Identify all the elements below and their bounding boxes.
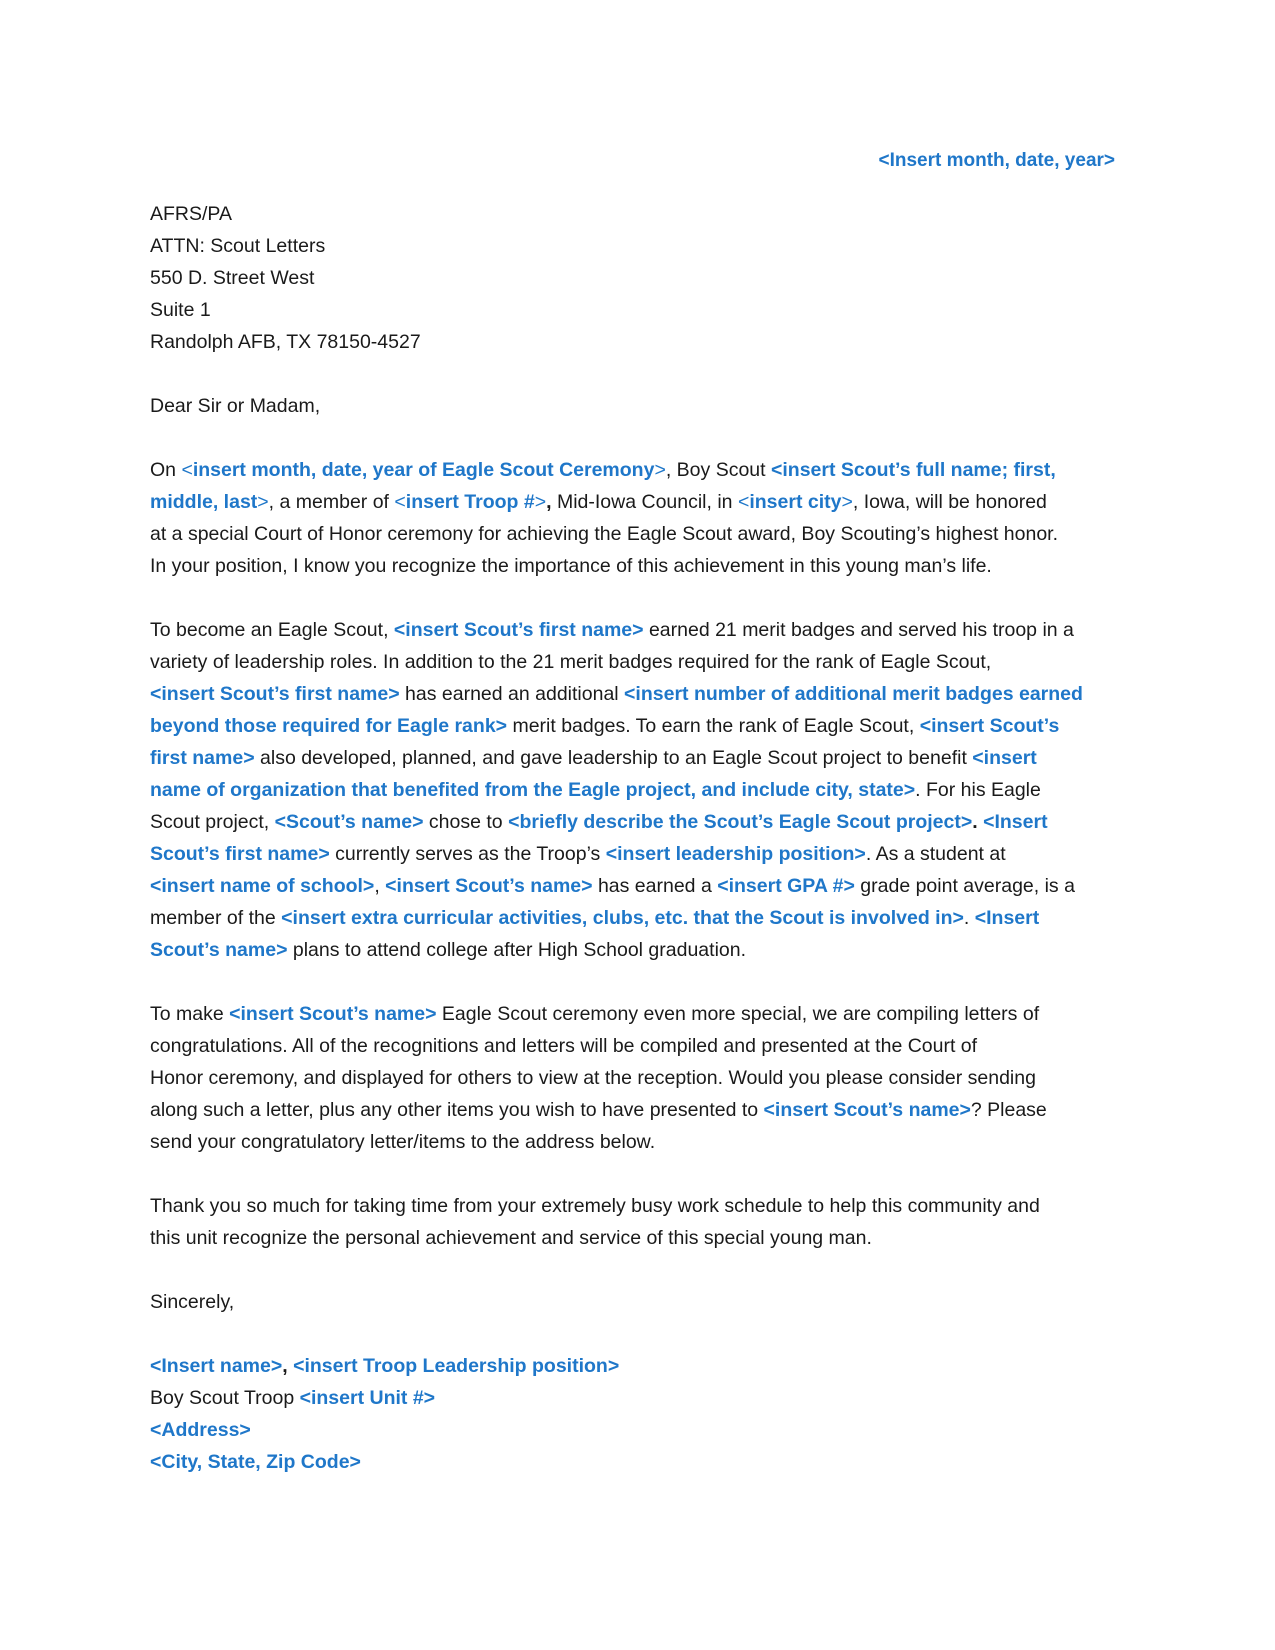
text: merit badges. To earn the rank of Eagle Scout, <box>507 715 920 737</box>
placeholder-full-name: <insert Scout’s full name; first, <box>770 459 1056 481</box>
placeholder-full-name: middle, last <box>150 491 258 513</box>
recipient-address <box>150 198 1135 358</box>
text: , <box>282 1355 288 1377</box>
signature-line <box>150 1382 1135 1414</box>
placeholder-scout-name: <Insert <box>974 907 1040 929</box>
text: . <box>963 907 975 929</box>
paragraph-line: send your congratulatory letter/items to the address below. <box>150 1131 656 1153</box>
paragraph-line <box>150 678 1135 710</box>
placeholder-bracket: < <box>181 459 193 481</box>
placeholder-merit-badges: beyond those required for Eagle rank> <box>150 715 508 737</box>
text: plans to attend college after High School graduation. <box>287 939 747 961</box>
placeholder-scout-name: <insert Scout’s name> <box>229 1003 437 1025</box>
placeholder-sender-name: <Insert name> <box>150 1355 283 1377</box>
text: To become an Eagle Scout, <box>150 619 394 641</box>
closing: Sincerely, <box>150 1291 235 1313</box>
placeholder-project-description: <briefly describe the Scout’s Eagle Scout project> <box>508 811 973 833</box>
paragraph-line: this unit recognize the personal achievement and service of this special young man. <box>150 1227 872 1249</box>
text: also developed, planned, and gave leadership to an Eagle Scout project to benefit <box>254 747 973 769</box>
address-line: AFRS/PA <box>150 203 232 225</box>
placeholder-troop: insert Troop # <box>405 491 535 513</box>
text: Eagle Scout ceremony even more special, we are compiling letters of <box>436 1003 1040 1025</box>
text: Boy Scout Troop <box>150 1387 300 1409</box>
placeholder-activities: <insert extra curricular activities, clubs, etc. that the Scout is involved in> <box>281 907 964 929</box>
text: ? Please <box>970 1099 1047 1121</box>
paragraph-line <box>150 1094 1135 1126</box>
text: , <box>374 875 386 897</box>
placeholder-bracket: > <box>534 491 547 513</box>
paragraph-line <box>150 710 1135 742</box>
paragraph-2 <box>150 614 1135 966</box>
paragraph-line <box>150 838 1135 870</box>
paragraph-line: variety of leadership roles. In addition to the 21 merit badges required for the rank of Eagle Scout, <box>150 651 992 673</box>
placeholder-gpa: <insert GPA #> <box>717 875 855 897</box>
placeholder-first-name: Scout’s first name> <box>150 843 330 865</box>
text: On <box>150 459 182 481</box>
placeholder-school: <insert name of school> <box>150 875 375 897</box>
placeholder-scout-name: <insert Scout’s name> <box>385 875 593 897</box>
placeholder-bracket: > <box>654 459 666 481</box>
signature-block <box>150 1350 1135 1478</box>
text: earned 21 merit badges and served his troop in a <box>643 619 1074 641</box>
salutation: Dear Sir or Madam, <box>150 395 321 417</box>
placeholder-first-name: <insert Scout’s first name> <box>393 619 644 641</box>
text: Mid-Iowa Council, in <box>551 491 738 513</box>
placeholder-first-name: <Insert <box>983 811 1048 833</box>
text: . <box>972 811 978 833</box>
text: currently serves as the Troop’s <box>329 843 606 865</box>
placeholder-bracket: > <box>841 491 853 513</box>
placeholder-ceremony-date: insert month, date, year of Eagle Scout Ceremony <box>192 459 655 481</box>
address-line: Suite 1 <box>150 299 211 321</box>
address-line: Randolph AFB, TX 78150-4527 <box>150 331 421 353</box>
letter-body <box>150 198 1135 1478</box>
placeholder-troop-position: <insert Troop Leadership position> <box>293 1355 620 1377</box>
paragraph-4 <box>150 1190 1135 1254</box>
text: member of the <box>150 907 282 929</box>
placeholder-first-name: <insert Scout’s first name> <box>150 683 400 705</box>
paragraph-line: congratulations. All of the recognitions and letters will be compiled and presented at the Court of <box>150 1035 978 1057</box>
text: . As a student at <box>865 843 1006 865</box>
placeholder-merit-badges: <insert number of additional merit badges earned <box>624 683 1083 705</box>
placeholder-scout-name: Scout’s name> <box>150 939 288 961</box>
placeholder-scout-name: <Scout’s name> <box>274 811 424 833</box>
placeholder-bracket: > <box>257 491 269 513</box>
text: , a member of <box>268 491 395 513</box>
paragraph-line <box>150 806 1135 838</box>
paragraph-line <box>150 742 1135 774</box>
text: has earned a <box>592 875 718 897</box>
paragraph-line: at a special Court of Honor ceremony for achieving the Eagle Scout award, Boy Scouting’s highest honor. <box>150 523 1058 545</box>
paragraph-line <box>150 486 1135 518</box>
text: . For his Eagle <box>915 779 1041 801</box>
paragraph-line <box>150 870 1135 902</box>
paragraph-line <box>150 774 1135 806</box>
paragraph-line <box>150 998 1135 1030</box>
address-line: 550 D. Street West <box>150 267 315 289</box>
text: grade point average, is a <box>854 875 1075 897</box>
text: has earned an additional <box>399 683 625 705</box>
text: , <box>546 491 552 513</box>
text: To make <box>150 1003 230 1025</box>
placeholder-unit-number: <insert Unit #> <box>299 1387 436 1409</box>
paragraph-line <box>150 614 1135 646</box>
text: Scout project, <box>150 811 275 833</box>
placeholder-bracket: < <box>394 491 406 513</box>
placeholder-first-name: <insert Scout’s <box>919 715 1060 737</box>
text: , Boy Scout <box>665 459 771 481</box>
placeholder-first-name: first name> <box>150 747 255 769</box>
placeholder-city: insert city <box>749 491 842 513</box>
paragraph-line <box>150 902 1135 934</box>
paragraph-line <box>150 454 1135 486</box>
paragraph-line: Thank you so much for taking time from your extremely busy work schedule to help this community and <box>150 1195 1040 1217</box>
placeholder-organization: <insert <box>972 747 1037 769</box>
paragraph-line: Honor ceremony, and displayed for others to view at the reception. Would you please consider sending <box>150 1067 1036 1089</box>
paragraph-line <box>150 934 1135 966</box>
address-line: ATTN: Scout Letters <box>150 235 326 257</box>
placeholder-scout-name: <insert Scout’s name> <box>763 1099 971 1121</box>
paragraph-3 <box>150 998 1135 1158</box>
date-placeholder: <Insert month, date, year> <box>878 150 1115 171</box>
paragraph-line: In your position, I know you recognize the importance of this achievement in this young man’s life. <box>150 555 992 577</box>
paragraph-1 <box>150 454 1135 582</box>
text: chose to <box>423 811 509 833</box>
placeholder-address: <Address> <box>150 1419 251 1441</box>
placeholder-organization: name of organization that benefited from the Eagle project, and include city, state> <box>150 779 916 801</box>
placeholder-bracket: < <box>737 491 750 513</box>
placeholder-city-state-zip: <City, State, Zip Code> <box>150 1451 361 1473</box>
signature-line <box>150 1350 1135 1382</box>
text: , Iowa, will be honored <box>852 491 1047 513</box>
text: along such a letter, plus any other items you wish to have presented to <box>150 1099 764 1121</box>
placeholder-leadership-position: <insert leadership position> <box>605 843 866 865</box>
